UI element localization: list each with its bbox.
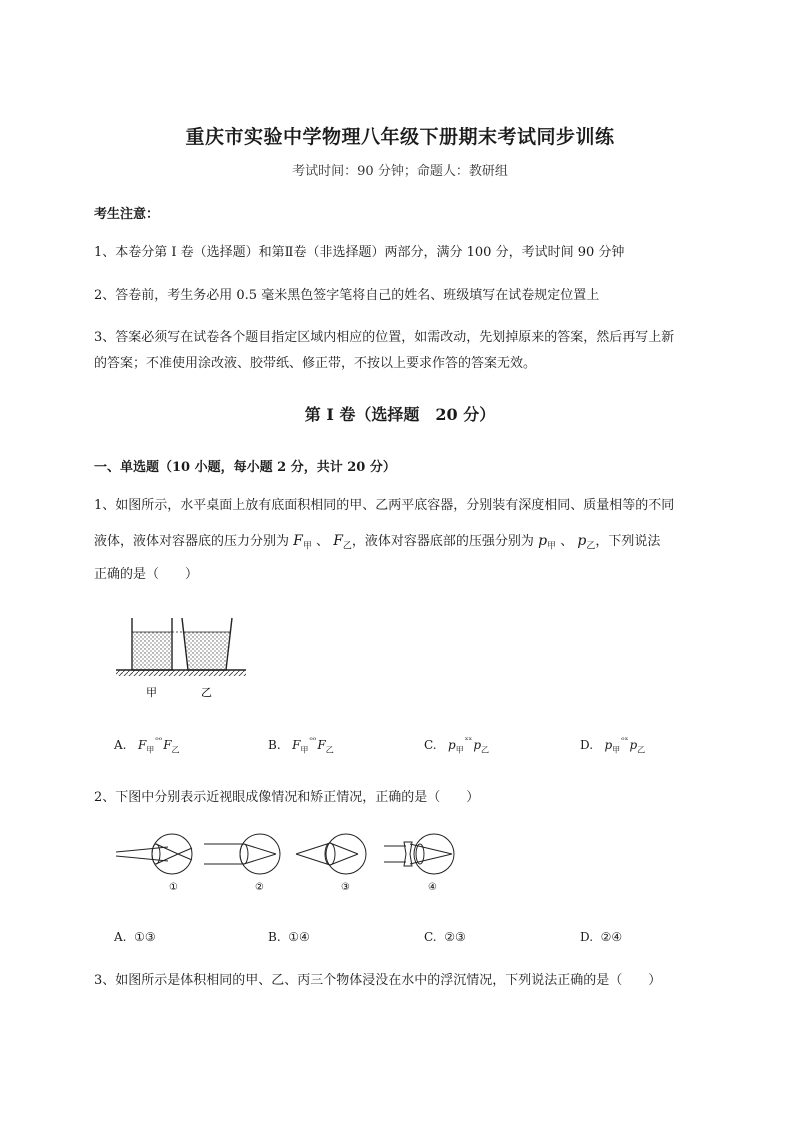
eye-3 [296, 834, 366, 874]
option-value: ②③ [444, 930, 466, 944]
option-var: F [137, 738, 147, 752]
option-sub: 甲 [455, 745, 464, 755]
option-var: p [604, 738, 613, 752]
q1-text-b: ，液体对容器底部的压强分别为 [351, 534, 534, 549]
option-symbol: ˣˣ [464, 736, 473, 746]
option-sub: 乙 [637, 745, 646, 755]
option-label: D. [580, 930, 594, 944]
separator: 、 [316, 534, 330, 549]
option-symbol: ᵒᵒ [309, 736, 317, 746]
eye-label: ② [255, 882, 264, 893]
option-label: A. [114, 738, 127, 752]
q1-option-a[interactable] [114, 738, 180, 755]
option-var: p [448, 738, 456, 752]
var-p: p [577, 533, 587, 549]
exam-info: 考试时间：90 分钟；命题人：教研组 [292, 164, 508, 179]
option-sub: 甲 [612, 745, 621, 755]
option-label: C. [424, 930, 437, 944]
q1-option-b[interactable] [268, 738, 334, 755]
q2-figure [112, 826, 468, 896]
sub-yi: 乙 [586, 541, 596, 552]
notice-heading: 考生注意： [94, 207, 160, 222]
option-label: D. [580, 738, 594, 752]
var-F: F [333, 533, 343, 549]
sub-jia: 甲 [302, 541, 312, 552]
q1-text-c: ，下列说法 [595, 534, 661, 549]
eye-4 [384, 834, 454, 874]
option-value: ②④ [600, 930, 623, 944]
q1-line2 [94, 528, 734, 560]
option-var: p [629, 738, 638, 752]
q1-figure [108, 612, 248, 704]
label-jia: 甲 [146, 686, 157, 699]
option-sub: 乙 [481, 745, 490, 755]
sub-jia: 甲 [547, 541, 557, 552]
q1-option-c[interactable] [424, 738, 489, 755]
q2-option-b[interactable] [268, 930, 310, 944]
eye-label: ③ [341, 882, 350, 893]
label-yi: 乙 [201, 686, 212, 699]
section-title: 第 I 卷（选择题 20 分） [304, 405, 496, 424]
part-heading: 一、单选题（10 小题，每小题 2 分，共计 20 分） [94, 460, 396, 475]
eye-label: ① [169, 882, 178, 893]
option-value: ①③ [134, 930, 156, 944]
eye-label: ④ [428, 882, 437, 893]
option-value: ①④ [288, 930, 310, 944]
q2-option-d[interactable] [580, 930, 622, 944]
var-F: F [293, 533, 303, 549]
q2-option-a[interactable] [114, 930, 156, 944]
option-var: F [163, 738, 172, 752]
q2-option-c[interactable] [424, 930, 466, 944]
page-title: 重庆市实验中学物理八年级下册期末考试同步训练 [185, 126, 615, 148]
notice-item: 1、本卷分第 I 卷（选择题）和第Ⅱ卷（非选择题）两部分，满分 100 分，考试时间 90 分钟 [94, 245, 625, 260]
option-label: B. [268, 930, 281, 944]
option-var: F [317, 738, 326, 752]
option-label: B. [268, 738, 281, 752]
option-sub: 甲 [146, 745, 155, 755]
option-sub: 乙 [171, 745, 180, 755]
notice-item: 2、答卷前，考生务必用 0.5 毫米黑色签字笔将自己的姓名、班级填写在试卷规定位置上 [94, 288, 600, 303]
option-sub: 甲 [300, 745, 309, 755]
liquid-yi [185, 632, 230, 669]
option-var: F [292, 738, 301, 752]
option-symbol: ᵒᵒ [155, 736, 163, 746]
q2-text: 2、下图中分别表示近视眼成像情况和矫正情况，正确的是（ ） [94, 790, 480, 805]
option-label: A. [114, 930, 127, 944]
eye-1 [116, 834, 192, 874]
separator: 、 [560, 534, 574, 549]
sub-yi: 乙 [342, 541, 352, 552]
q1-option-d[interactable] [580, 738, 645, 755]
notice-item: 3、答案必须写在试卷各个题目指定区域内相应的位置，如需改动，先划掉原来的答案，然后再写上新 [94, 330, 675, 345]
q1-line1: 1、如图所示，水平桌面上放有底面积相同的甲、乙两平底容器，分别装有深度相同、质量相等的不同 [94, 498, 675, 513]
q1-line3: 正确的是（ ） [94, 567, 199, 582]
liquid-jia [133, 632, 171, 669]
eye-2 [204, 834, 280, 874]
q3-text: 3、如图所示是体积相同的甲、乙、丙三个物体浸没在水中的浮沉情况，下列说法正确的是（ ） [94, 973, 662, 988]
option-var: p [473, 738, 482, 752]
var-p: p [538, 533, 548, 549]
table-hatch [116, 670, 246, 676]
option-label: C. [424, 738, 437, 752]
option-sub: 乙 [325, 745, 334, 755]
option-symbol: ᵒˣ [621, 736, 629, 746]
q1-text-a: 液体，液体对容器底的压力分别为 [94, 534, 290, 549]
notice-item: 的答案；不准使用涂改液、胶带纸、修正带，不按以上要求作答的答案无效。 [94, 356, 537, 371]
